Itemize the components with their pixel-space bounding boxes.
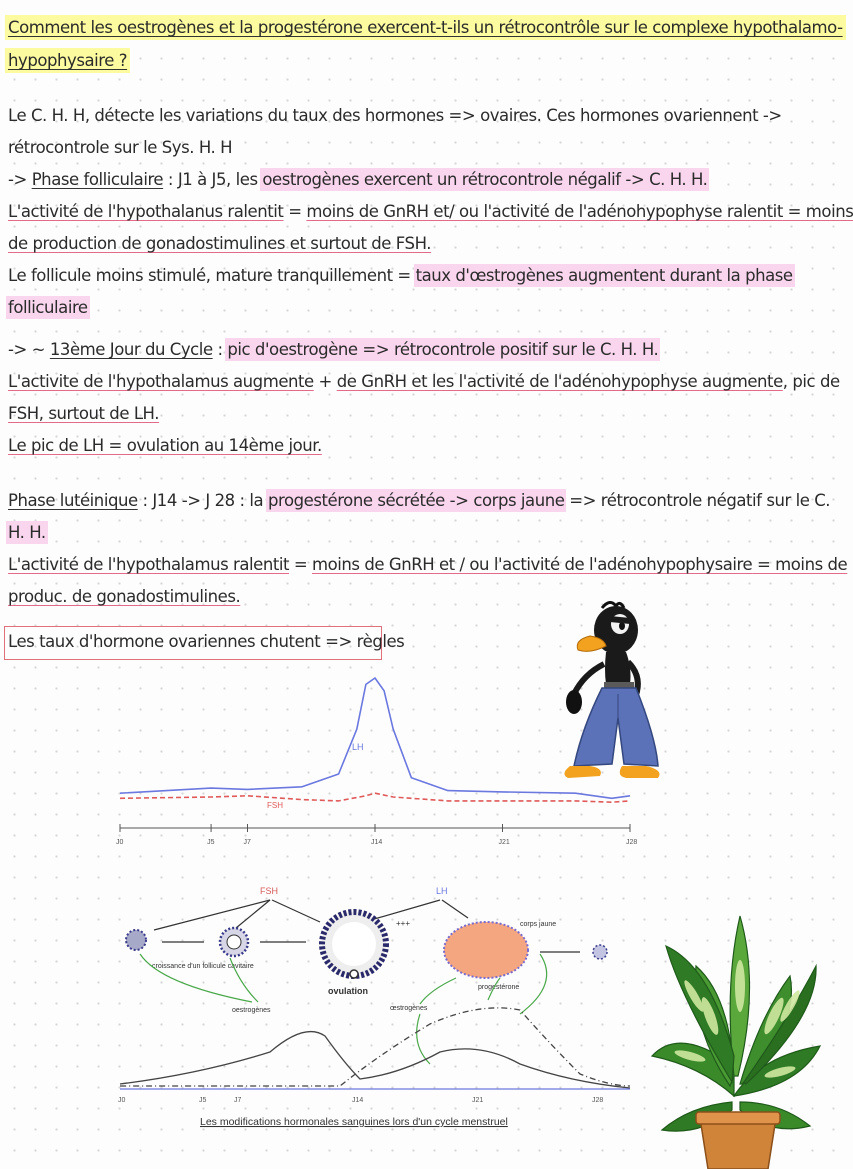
- p1-line-5: [8, 233, 431, 255]
- p2-text: :: [212, 340, 228, 359]
- series-label-fsh: FSH: [267, 801, 283, 810]
- series-line-fsh: [120, 793, 630, 802]
- p3-line-4: [8, 586, 240, 608]
- series-line-lh: [120, 678, 630, 798]
- p1-line-3: [8, 169, 707, 191]
- progesterone-label: progestérone: [478, 984, 520, 991]
- corpus-luteum: [444, 922, 528, 978]
- p1-line-4: [8, 201, 853, 223]
- regressed-corpus: [593, 945, 607, 959]
- oestrogenes-label-1: oestrogènes: [232, 1007, 271, 1014]
- p2-line-2: [8, 371, 840, 393]
- p3-text: =: [289, 555, 312, 574]
- p1-text: L'activité de l'hypothalanus ralentit: [8, 202, 284, 221]
- series-label-lh: LH: [352, 742, 364, 752]
- lh-label: LH: [436, 886, 448, 896]
- p3-line-1: [8, 490, 830, 512]
- arrow-text: -> ~: [8, 340, 50, 359]
- arrow-text: ->: [8, 170, 32, 189]
- hormone-chart: [100, 666, 640, 856]
- boxed-note-text: Les taux d'hormone ovariennes chutent => règles: [8, 632, 405, 651]
- p2-text: , pic de: [782, 372, 840, 391]
- fsh-label: FSH: [260, 886, 278, 896]
- diagram-tick: J21: [472, 1097, 484, 1104]
- plant-illustration: [640, 906, 828, 1169]
- p1-text: = moins: [782, 202, 853, 221]
- diagram-tick: J14: [352, 1097, 364, 1104]
- x-tick-label: J5: [207, 839, 215, 846]
- p2-line-1: [8, 339, 658, 361]
- p1-text: moins de GnRH: [306, 202, 429, 221]
- title-line-2: [8, 50, 127, 72]
- p3-line-2: [8, 522, 46, 544]
- highlight-text: taux d'œstrogènes augmentent durant la phase: [415, 266, 793, 285]
- highlight-text: oestrogènes exercent un rétrocontrole négalif -> C. H. H.: [262, 170, 708, 189]
- highlight-text: pic d'oestrogène => rétrocontrole positif sur le C. H. H.: [227, 340, 659, 359]
- p1-line-2: [8, 137, 232, 159]
- title-text-cont: hypophysaire ?: [8, 51, 128, 70]
- p3-text: => rétrocontrole négatif sur le C.: [564, 491, 831, 510]
- title-text: Comment les oestrogènes et la progestérone exercent-t-ils un rétrocontrôle sur le complexe hypothalamo-: [8, 18, 843, 37]
- highlight-text: folliculaire: [8, 298, 88, 317]
- croissance-label: croissance d'un follicule cavitaire: [152, 963, 254, 970]
- p1-line-1: [8, 105, 782, 127]
- p3-text: produc. de gonadostimulines.: [8, 587, 241, 606]
- boxed-note: [4, 626, 405, 660]
- p1-text: rétrocontrole sur le Sys. H. H: [8, 138, 233, 157]
- p1-line-7: [8, 297, 88, 319]
- title-line-1: [8, 17, 843, 39]
- x-tick-label: J28: [626, 839, 638, 846]
- phase-folliculaire: Phase folliculaire: [31, 170, 164, 189]
- p3-text: : J14 -> J 28 : la: [137, 491, 268, 510]
- p3-text: = moins de: [752, 555, 848, 574]
- ovulation-label: ovulation: [328, 986, 368, 996]
- diagram-tick: J7: [234, 1097, 242, 1104]
- x-tick-label: J0: [116, 839, 124, 846]
- plus-label: +++: [396, 919, 411, 928]
- highlight-text: H. H.: [8, 523, 46, 542]
- p1-text: Le C. H. H, détecte les variations du taux des hormones => ovaires. Ces hormones ovariennent ->: [8, 106, 782, 125]
- p1-text: de production de gonadostimulines et surtout de FSH.: [8, 234, 432, 253]
- p2-text: FSH, surtout de LH.: [8, 404, 160, 423]
- p2-text: de GnRH et les l'activité de l'adénohypophyse augmente: [336, 372, 783, 391]
- p3-text: L'activité de l'hypothalamus ralentit: [8, 555, 290, 574]
- x-tick-label: J7: [243, 839, 251, 846]
- p2-line-3: [8, 403, 159, 425]
- oestrogenes-label-2: œstrogènes: [390, 1005, 428, 1012]
- diagram-tick: J5: [199, 1097, 207, 1104]
- p1-text: et/ ou l'activité de l'adénohypophyse ralentit: [428, 202, 783, 221]
- p3-line-3: [8, 554, 847, 576]
- p1-text: Le follicule moins stimulé, mature tranquillement =: [8, 266, 416, 285]
- p1-text: =: [283, 202, 307, 221]
- p1-line-6: [8, 265, 793, 287]
- x-tick-label: J21: [498, 839, 510, 846]
- highlight-text: progestérone sécrétée -> corps jaune: [267, 491, 565, 510]
- day-13: 13ème Jour du Cycle: [49, 340, 213, 359]
- p3-text: moins de GnRH: [312, 555, 435, 574]
- primary-follicle: [126, 930, 146, 950]
- plant-pot: [700, 1118, 776, 1169]
- p1-text: : J1 à J5, les: [163, 170, 263, 189]
- ovarian-cycle-diagram: [100, 874, 640, 1134]
- corps-jaune-label: corps jaune: [520, 921, 557, 928]
- phase-luteinique: Phase lutéinique: [8, 491, 138, 510]
- diagram-tick: J28: [592, 1097, 604, 1104]
- diagram-caption: Les modifications hormonales sanguines lors d'un cycle menstruel: [200, 1116, 508, 1128]
- p3-text: et / ou l'activité de l'adénohypophysaire: [434, 555, 753, 574]
- diagram-tick: J0: [118, 1097, 126, 1104]
- x-tick-label: J14: [371, 839, 383, 846]
- p2-line-4: [8, 435, 322, 457]
- p2-text: +: [313, 372, 337, 391]
- p2-text: L'activite de l'hypothalamus augmente: [8, 372, 314, 391]
- p2-text: Le pic de LH = ovulation au 14ème jour.: [8, 436, 322, 455]
